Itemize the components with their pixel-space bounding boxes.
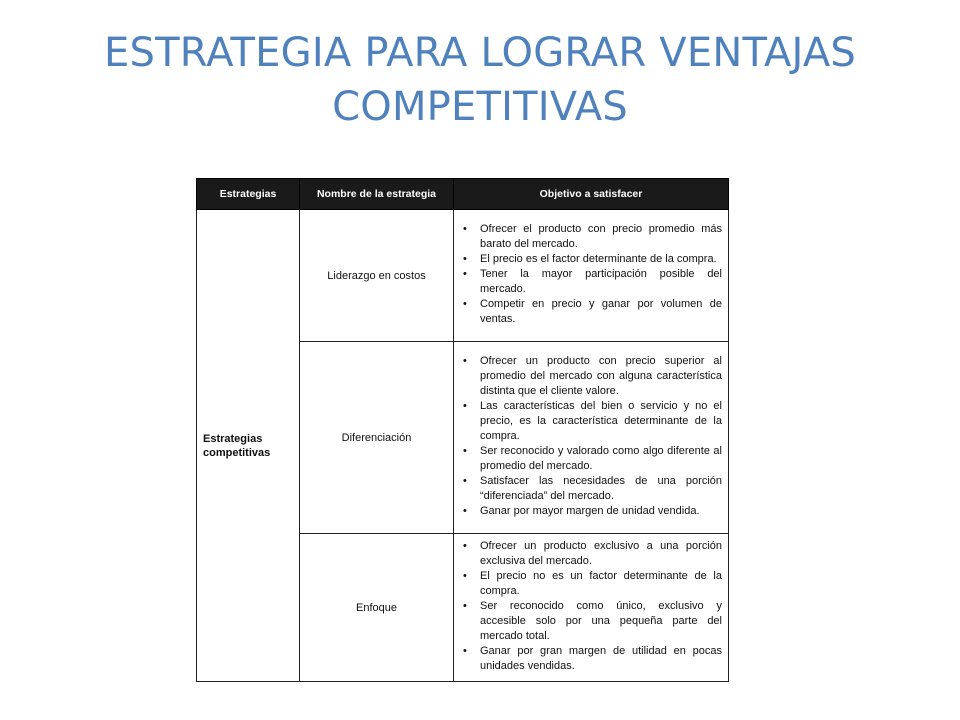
strategy-table-container <box>196 178 728 682</box>
objectives-list <box>458 222 722 327</box>
objective-item: • Ganar por gran margen de utilidad en pocas unidades vendidas. <box>480 644 722 674</box>
strategy-table <box>196 178 729 682</box>
header-objective: Objetivo a satisfacer <box>454 179 729 210</box>
objective-item: • Tener la mayor participación posible del mercado. <box>480 267 722 297</box>
strategy-name-differentiation: Diferenciación <box>300 342 454 534</box>
objective-item: • Las características del bien o servicio y no el precio, es la característica determinante de la compra. <box>480 399 722 444</box>
header-strategy-name: Nombre de la estrategia <box>300 179 454 210</box>
header-strategies: Estrategias <box>197 179 300 210</box>
objective-item: • Competir en precio y ganar por volumen de ventas. <box>480 297 722 327</box>
objective-item: • Ofrecer el producto con precio promedio más barato del mercado. <box>480 222 722 252</box>
strategy-name-focus: Enfoque <box>300 534 454 682</box>
objective-item: • El precio no es un factor determinante de la compra. <box>480 569 722 599</box>
objective-item: • Ofrecer un producto exclusivo a una porción exclusiva del mercado. <box>480 539 722 569</box>
objective-item: • Satisfacer las necesidades de una porción “diferenciada” del mercado. <box>480 474 722 504</box>
slide-title-line-1: ESTRATEGIA PARA LOGRAR VENTAJAS <box>104 30 856 76</box>
objective-item: • Ofrecer un producto con precio superior al promedio del mercado con alguna característica distinta que el cliente valore. <box>480 354 722 399</box>
objective-item: • Ser reconocido como único, exclusivo y accesible solo por una pequeña parte del mercado total. <box>480 599 722 644</box>
slide-title <box>40 26 920 134</box>
category-cell: Estrategias competitivas <box>197 210 300 682</box>
strategy-name-cost-leadership: Liderazgo en costos <box>300 210 454 342</box>
objectives-list <box>458 539 722 674</box>
slide-title-line-2: COMPETITIVAS <box>332 84 628 130</box>
table-header-row <box>197 179 729 210</box>
table-row <box>197 210 729 342</box>
objectives-cell <box>454 210 729 342</box>
objectives-list <box>458 354 722 519</box>
objectives-cell <box>454 534 729 682</box>
objective-item: • Ganar por mayor margen de unidad vendida. <box>480 504 722 519</box>
objectives-cell <box>454 342 729 534</box>
objective-item: • Ser reconocido y valorado como algo diferente al promedio del mercado. <box>480 444 722 474</box>
objective-item: • El precio es el factor determinante de la compra. <box>480 252 722 267</box>
